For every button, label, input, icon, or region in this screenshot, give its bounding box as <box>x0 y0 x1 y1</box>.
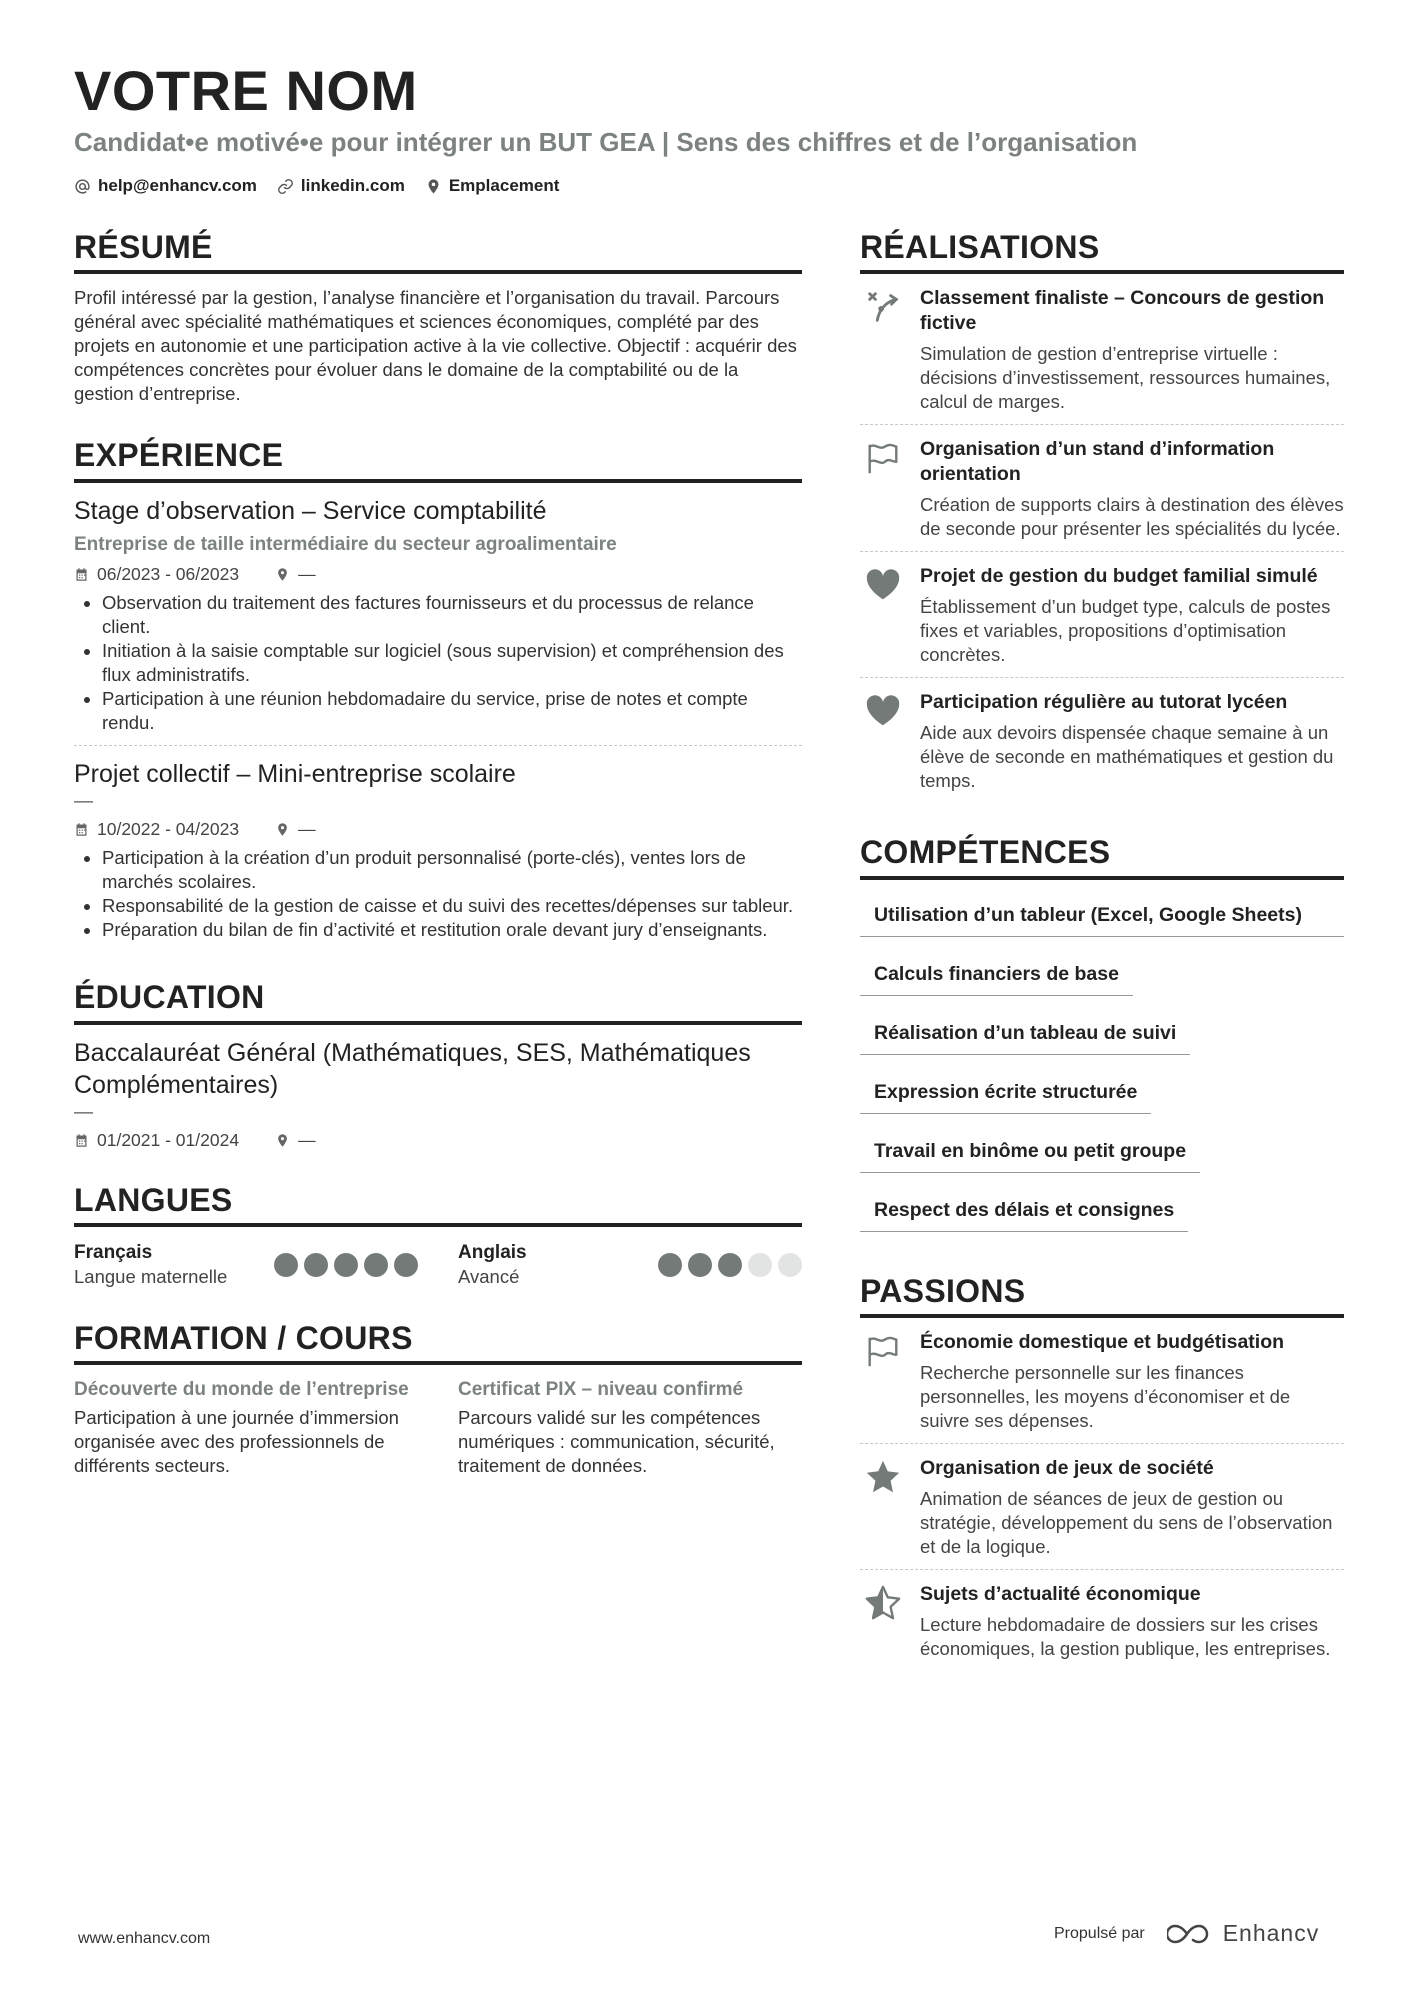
flag-icon <box>864 1332 902 1370</box>
headline: Candidat•e motivé•e pour intégrer un BUT GEA | Sens des chiffres et de l’organisation <box>74 127 1138 157</box>
experience-bullet: • Initiation à la saisie comptable sur logiciel (sous supervision) et compréhension des flux administratifs. <box>102 639 802 687</box>
contact-email[interactable] <box>74 176 257 196</box>
experience-bullet: • Responsabilité de la gestion de caisse et du suivi des recettes/dépenses sur tableur. <box>102 894 802 918</box>
rating-dot-filled <box>364 1253 388 1277</box>
powered-by-label: Propulsé par <box>1054 1924 1145 1942</box>
rating-dot-filled <box>394 1253 418 1277</box>
achievement-title: Projet de gestion du budget familial simulé <box>920 565 1318 588</box>
education-degree: Baccalauréat Général (Mathématiques, SES, Mathématiques Complémentaires) <box>74 1038 751 1099</box>
strategy-icon <box>864 288 902 326</box>
education-title: ÉDUCATION <box>74 978 802 1024</box>
passion-item <box>860 1444 1344 1570</box>
course-desc: Participation à une journée d’immersion organisée avec des professionnels de différents secteurs. <box>74 1407 399 1477</box>
rating-dot-filled <box>688 1253 712 1277</box>
language-item <box>458 1241 802 1289</box>
skill-tag: Travail en binôme ou petit groupe <box>860 1128 1200 1173</box>
flag-icon <box>864 439 902 477</box>
rating-dot-filled <box>658 1253 682 1277</box>
achievement-item <box>860 274 1344 425</box>
experience-section <box>74 436 802 952</box>
language-level: Avancé <box>458 1266 520 1288</box>
experience-meta <box>74 819 802 840</box>
achievement-item <box>860 552 1344 678</box>
languages-row <box>74 1241 802 1289</box>
achievement-title: Classement finaliste – Concours de gestion fictive <box>920 287 1325 335</box>
rating-dot-empty <box>778 1253 802 1277</box>
contact-location-text: Emplacement <box>448 176 560 195</box>
education-meta <box>74 1130 802 1151</box>
experience-bullets <box>74 591 802 735</box>
skills-list <box>860 892 1344 1246</box>
skill-tag: Expression écrite structurée <box>860 1069 1151 1114</box>
education-location: — <box>298 1129 316 1150</box>
education-school: — <box>74 1101 93 1123</box>
brand-logo[interactable] <box>1167 1920 1320 1947</box>
experience-dates: 06/2023 - 06/2023 <box>97 563 240 584</box>
achievement-item <box>860 425 1344 552</box>
language-name: Français <box>74 1242 153 1264</box>
experience-bullet: • Participation à une réunion hebdomadaire du service, prise de notes et compte rendu. <box>102 687 802 735</box>
experience-bullets <box>74 846 802 942</box>
achievement-desc: Aide aux devoirs dispensée chaque semaine à un élève de seconde en mathématiques et gestion du temps. <box>920 722 1334 792</box>
achievements-title: RÉALISATIONS <box>860 228 1344 274</box>
rating-dot-filled <box>718 1253 742 1277</box>
location-icon <box>275 1133 290 1148</box>
achievement-item <box>860 678 1344 803</box>
passion-title: Organisation de jeux de société <box>920 1457 1214 1480</box>
location-icon <box>425 178 442 195</box>
footer-branding <box>1054 1920 1319 1947</box>
education-section <box>74 978 802 1150</box>
passion-title: Sujets d’actualité économique <box>920 1583 1201 1606</box>
passion-item <box>860 1570 1344 1671</box>
achievement-title: Participation régulière au tutorat lycéen <box>920 691 1288 714</box>
achievement-desc: Établissement d’un budget type, calculs de postes fixes et variables, propositions d’optimisation concrètes. <box>920 596 1331 666</box>
rating-dot-empty <box>748 1253 772 1277</box>
calendar-icon <box>74 567 89 582</box>
left-column <box>74 228 802 1508</box>
passion-desc: Animation de séances de jeux de gestion ou stratégie, développement du sens de l’observation et de la logique. <box>920 1488 1333 1558</box>
passion-desc: Recherche personnelle sur les finances personnelles, les moyens d’économiser et de suivre ses dépenses. <box>920 1362 1291 1432</box>
skills-section <box>860 833 1344 1245</box>
rating-dot-filled <box>304 1253 328 1277</box>
language-level: Langue maternelle <box>74 1266 228 1288</box>
achievement-title: Organisation d’un stand d’information orientation <box>920 438 1275 486</box>
enhancv-logo-icon <box>1167 1922 1213 1946</box>
right-column <box>860 228 1344 1701</box>
heart-icon <box>864 566 902 604</box>
experience-item <box>74 483 802 746</box>
languages-section <box>74 1181 802 1289</box>
achievement-desc: Simulation de gestion d’entreprise virtuelle : décisions d’investissement, ressources humaines, calcul de marges. <box>920 343 1331 413</box>
star-icon <box>864 1458 902 1496</box>
candidate-name: VOTRE NOM <box>74 59 418 122</box>
contact-email-text: help@enhancv.com <box>98 176 257 195</box>
skill-tag: Utilisation d’un tableur (Excel, Google Sheets) <box>860 892 1344 937</box>
experience-title: EXPÉRIENCE <box>74 436 802 482</box>
summary-title: RÉSUMÉ <box>74 228 802 274</box>
course-desc: Parcours validé sur les compétences numériques : communication, sécurité, traitement de données. <box>458 1407 775 1477</box>
experience-company: Entreprise de taille intermédiaire du secteur agroalimentaire <box>74 534 617 556</box>
contact-location <box>425 176 560 196</box>
rating-dot-filled <box>334 1253 358 1277</box>
course-item <box>458 1377 802 1478</box>
contact-linkedin-text: linkedin.com <box>300 176 405 195</box>
passion-desc: Lecture hebdomadaire de dossiers sur les crises économiques, la gestion publique, les entreprises. <box>920 1614 1331 1660</box>
experience-bullet: • Préparation du bilan de fin d’activité et restitution orale devant jury d’enseignants. <box>102 918 802 942</box>
language-rating <box>274 1253 418 1277</box>
contact-linkedin[interactable] <box>277 176 405 196</box>
courses-title: FORMATION / COURS <box>74 1319 802 1365</box>
experience-bullet: • Observation du traitement des factures fournisseurs et du processus de relance client. <box>102 591 802 639</box>
contact-bar <box>74 176 559 196</box>
calendar-icon <box>74 822 89 837</box>
experience-role: Projet collectif – Mini-entreprise scolaire <box>74 759 516 788</box>
course-title: Découverte du monde de l’entreprise <box>74 1379 409 1401</box>
course-item <box>74 1377 458 1478</box>
star-half-icon <box>864 1584 902 1622</box>
experience-item <box>74 746 802 952</box>
language-name: Anglais <box>458 1242 527 1264</box>
languages-title: LANGUES <box>74 1181 802 1227</box>
experience-meta <box>74 564 802 585</box>
skill-tag: Réalisation d’un tableau de suivi <box>860 1010 1190 1055</box>
summary-section <box>74 228 802 406</box>
experience-location: — <box>298 563 316 584</box>
skills-title: COMPÉTENCES <box>860 833 1344 879</box>
summary-text: Profil intéressé par la gestion, l’analyse financière et l’organisation du travail. Parcours général avec spécialité mathématiques et sciences économiques, complété par des projets en autonomie et une participation active à la vie collective. Objectif : acquérir des compétences concrètes pour évoluer dans le domaine de la comptabilité ou de la gestion d’entreprise. <box>74 287 797 405</box>
passion-title: Économie domestique et budgétisation <box>920 1331 1285 1354</box>
brand-name: Enhancv <box>1222 1920 1320 1946</box>
course-title: Certificat PIX – niveau confirmé <box>458 1379 744 1401</box>
link-icon <box>277 178 294 195</box>
experience-bullet: • Participation à la création d’un produit personnalisé (porte-clés), ventes lors de marchés scolaires. <box>102 846 802 894</box>
location-icon <box>275 822 290 837</box>
experience-dates: 10/2022 - 04/2023 <box>97 819 240 840</box>
education-dates: 01/2021 - 01/2024 <box>97 1129 240 1150</box>
experience-location: — <box>298 819 316 840</box>
calendar-icon <box>74 1133 89 1148</box>
passions-section <box>860 1272 1344 1671</box>
language-item <box>74 1241 458 1289</box>
achievement-desc: Création de supports clairs à destination des élèves de seconde pour présenter les spécialités du lycée. <box>920 494 1344 540</box>
courses-section <box>74 1319 802 1478</box>
skill-tag: Respect des délais et consignes <box>860 1187 1188 1232</box>
courses-row <box>74 1377 802 1478</box>
experience-role: Stage d’observation – Service comptabilité <box>74 496 547 525</box>
language-rating <box>658 1253 802 1277</box>
experience-company: — <box>74 791 93 813</box>
achievements-section <box>860 228 1344 803</box>
passion-item <box>860 1318 1344 1444</box>
rating-dot-filled <box>274 1253 298 1277</box>
at-icon <box>74 178 91 195</box>
heart-icon <box>864 692 902 730</box>
location-icon <box>275 567 290 582</box>
skill-tag: Calculs financiers de base <box>860 951 1133 996</box>
footer-website[interactable]: www.enhancv.com <box>78 1930 211 1947</box>
passions-title: PASSIONS <box>860 1272 1344 1318</box>
